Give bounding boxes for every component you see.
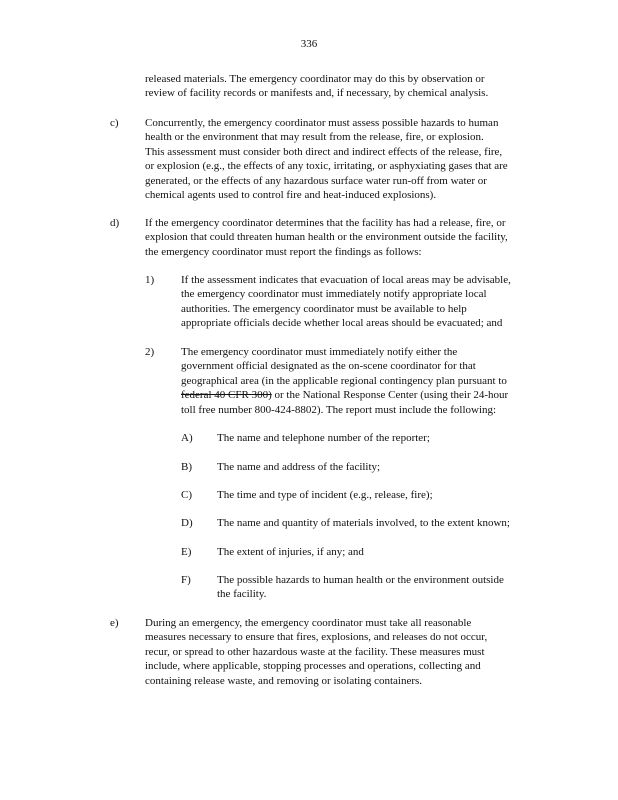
item-F-text	[217, 573, 504, 602]
item-B-text: The name and address of the facility;	[217, 461, 381, 473]
item-e-paragraph	[145, 616, 487, 688]
text-line: measures necessary to ensure that fires, explosions, and releases do not occur,	[145, 631, 488, 644]
text-line: government official designated as the on-scene coordinator for that	[181, 360, 476, 373]
item-A-text: The name and telephone number of the reporter;	[217, 432, 430, 444]
text-line: chemical agents used to control fire and heat-induced explosions).	[145, 188, 437, 201]
text-line: containing release waste, and removing or isolating containers.	[145, 674, 423, 687]
item-d-paragraph	[145, 216, 508, 259]
item-C-text: The time and type of incident (e.g., release, fire);	[217, 489, 433, 501]
text-line: This assessment must consider both direct and indirect effects of the release, fire,	[145, 145, 503, 158]
item-C-label: C)	[181, 489, 192, 501]
text-line: the emergency coordinator must immediately notify appropriate local	[181, 288, 487, 301]
item-d-label: d)	[110, 217, 120, 229]
item-A-label: A)	[181, 432, 193, 444]
text-line: The possible hazards to human health or the environment outside	[217, 574, 504, 586]
text-line: appropriate officials decide whether local areas should be evacuated; and	[181, 317, 503, 330]
item-e-label: e)	[110, 617, 119, 629]
text-line: or explosion (e.g., the effects of any toxic, irritating, or asphyxiating gases that are	[145, 160, 508, 173]
text-line: If the assessment indicates that evacuation of local areas may be advisable,	[181, 274, 511, 286]
text-line: The emergency coordinator must immediately notify either the	[181, 346, 458, 358]
text-line: toll free number 800-424-8802). The report must include the following:	[181, 403, 497, 416]
text-line: include, where applicable, stopping processes and operations, collecting and	[145, 660, 481, 673]
text-line: health or the environment that may result from the release, fire, or explosion.	[145, 131, 484, 144]
text-line: Concurrently, the emergency coordinator must assess possible hazards to human	[145, 117, 499, 129]
item-d2-paragraph	[181, 345, 508, 417]
text-line: the facility.	[217, 588, 267, 601]
item-d1-paragraph	[181, 273, 511, 331]
item-F-label: F)	[181, 574, 191, 586]
text-line: During an emergency, the emergency coordinator must take all reasonable	[145, 617, 472, 629]
item-c-paragraph	[145, 116, 508, 202]
item-d2-label: 2)	[145, 346, 155, 358]
struck-citation: federal 40 CFR 300)	[181, 389, 272, 402]
text-line: If the emergency coordinator determines that the facility has had a release, fire, or	[145, 217, 506, 229]
text-line: review of facility records or manifests and, if necessary, by chemical analysis.	[145, 87, 489, 100]
text-line: explosion that could threaten human health or the environment outside the facility,	[145, 231, 508, 244]
item-c-label: c)	[110, 117, 119, 129]
item-D-label: D)	[181, 517, 193, 529]
text-line: released materials. The emergency coordinator may do this by observation or	[145, 73, 485, 85]
item-D-text: The name and quantity of materials involved, to the extent known;	[217, 517, 510, 529]
text-line	[181, 388, 508, 402]
text-line: recur, or spread to other hazardous waste at the facility. These measures must	[145, 645, 485, 658]
item-E-text: The extent of injuries, if any; and	[217, 546, 364, 558]
text-line: authorities. The emergency coordinator must be available to help	[181, 302, 467, 315]
text-line: geographical area (in the applicable regional contingency plan pursuant to	[181, 374, 507, 387]
item-d1-label: 1)	[145, 274, 155, 286]
item-B-label: B)	[181, 461, 192, 473]
item-E-label: E)	[181, 546, 192, 558]
text-fragment: or the National Response Center (using their 24-hour	[271, 389, 509, 402]
page-number: 336	[300, 38, 318, 50]
text-line: the emergency coordinator must report the findings as follows:	[145, 245, 422, 258]
text-line: generated, or the effects of any hazardous surface water run-off from water or	[145, 174, 487, 187]
intro-paragraph	[145, 72, 488, 101]
